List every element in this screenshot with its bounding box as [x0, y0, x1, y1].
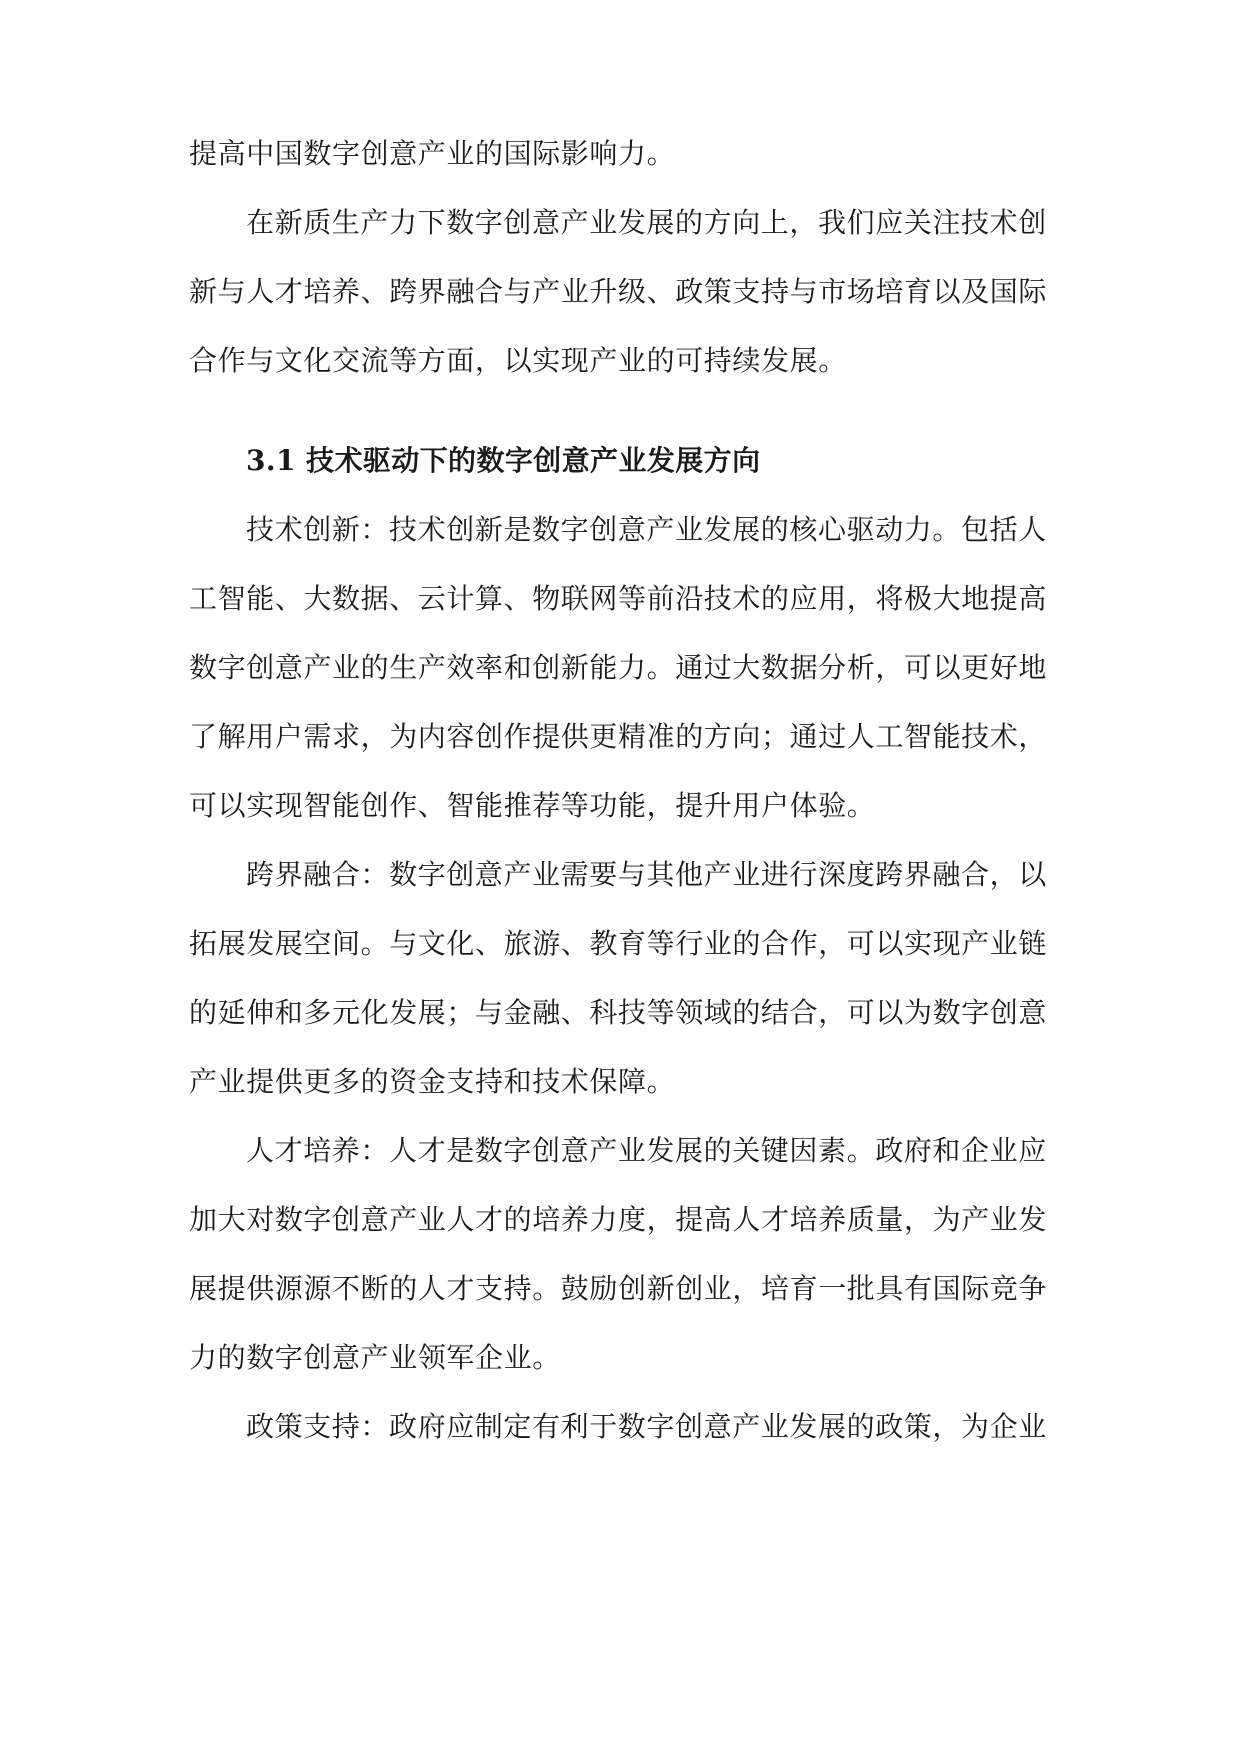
- paragraph-line: 力的数字创意产业领军企业。: [189, 1341, 561, 1374]
- section-heading: 3.1 技术驱动下的数字创意产业发展方向: [246, 444, 761, 477]
- paragraph-line: 工智能、大数据、云计算、物联网等前沿技术的应用，将极大地提高: [189, 582, 1048, 615]
- paragraph-line: 展提供源源不断的人才支持。鼓励创新创业，培育一批具有国际竞争: [189, 1272, 1048, 1305]
- paragraph-line: 加大对数字创意产业人才的培养力度，提高人才培养质量，为产业发: [189, 1203, 1048, 1236]
- paragraph-line: 提高中国数字创意产业的国际影响力。: [189, 137, 676, 170]
- paragraph-line: 可以实现智能创作、智能推荐等功能，提升用户体验。: [189, 789, 876, 822]
- paragraph-line: 产业提供更多的资金支持和技术保障。: [189, 1065, 676, 1098]
- paragraph-line: 新与人才培养、跨界融合与产业升级、政策支持与市场培育以及国际: [189, 275, 1048, 308]
- paragraph-line: 了解用户需求，为内容创作提供更精准的方向；通过人工智能技术，: [189, 720, 1048, 753]
- paragraph-line: 合作与文化交流等方面，以实现产业的可持续发展。: [189, 344, 847, 377]
- paragraph-line: 拓展发展空间。与文化、旅游、教育等行业的合作，可以实现产业链: [189, 927, 1048, 960]
- paragraph-line: 跨界融合：数字创意产业需要与其他产业进行深度跨界融合，以: [246, 858, 1047, 891]
- paragraph-line: 的延伸和多元化发展；与金融、科技等领域的结合，可以为数字创意: [189, 996, 1048, 1029]
- paragraph-line: 数字创意产业的生产效率和创新能力。通过大数据分析，可以更好地: [189, 651, 1048, 684]
- paragraph-line: 人才培养：人才是数字创意产业发展的关键因素。政府和企业应: [246, 1134, 1047, 1167]
- paragraph-line: 技术创新：技术创新是数字创意产业发展的核心驱动力。包括人: [246, 513, 1047, 546]
- paragraph-line: 在新质生产力下数字创意产业发展的方向上，我们应关注技术创: [246, 206, 1047, 239]
- paragraph-line: 政策支持：政府应制定有利于数字创意产业发展的政策，为企业: [246, 1410, 1047, 1443]
